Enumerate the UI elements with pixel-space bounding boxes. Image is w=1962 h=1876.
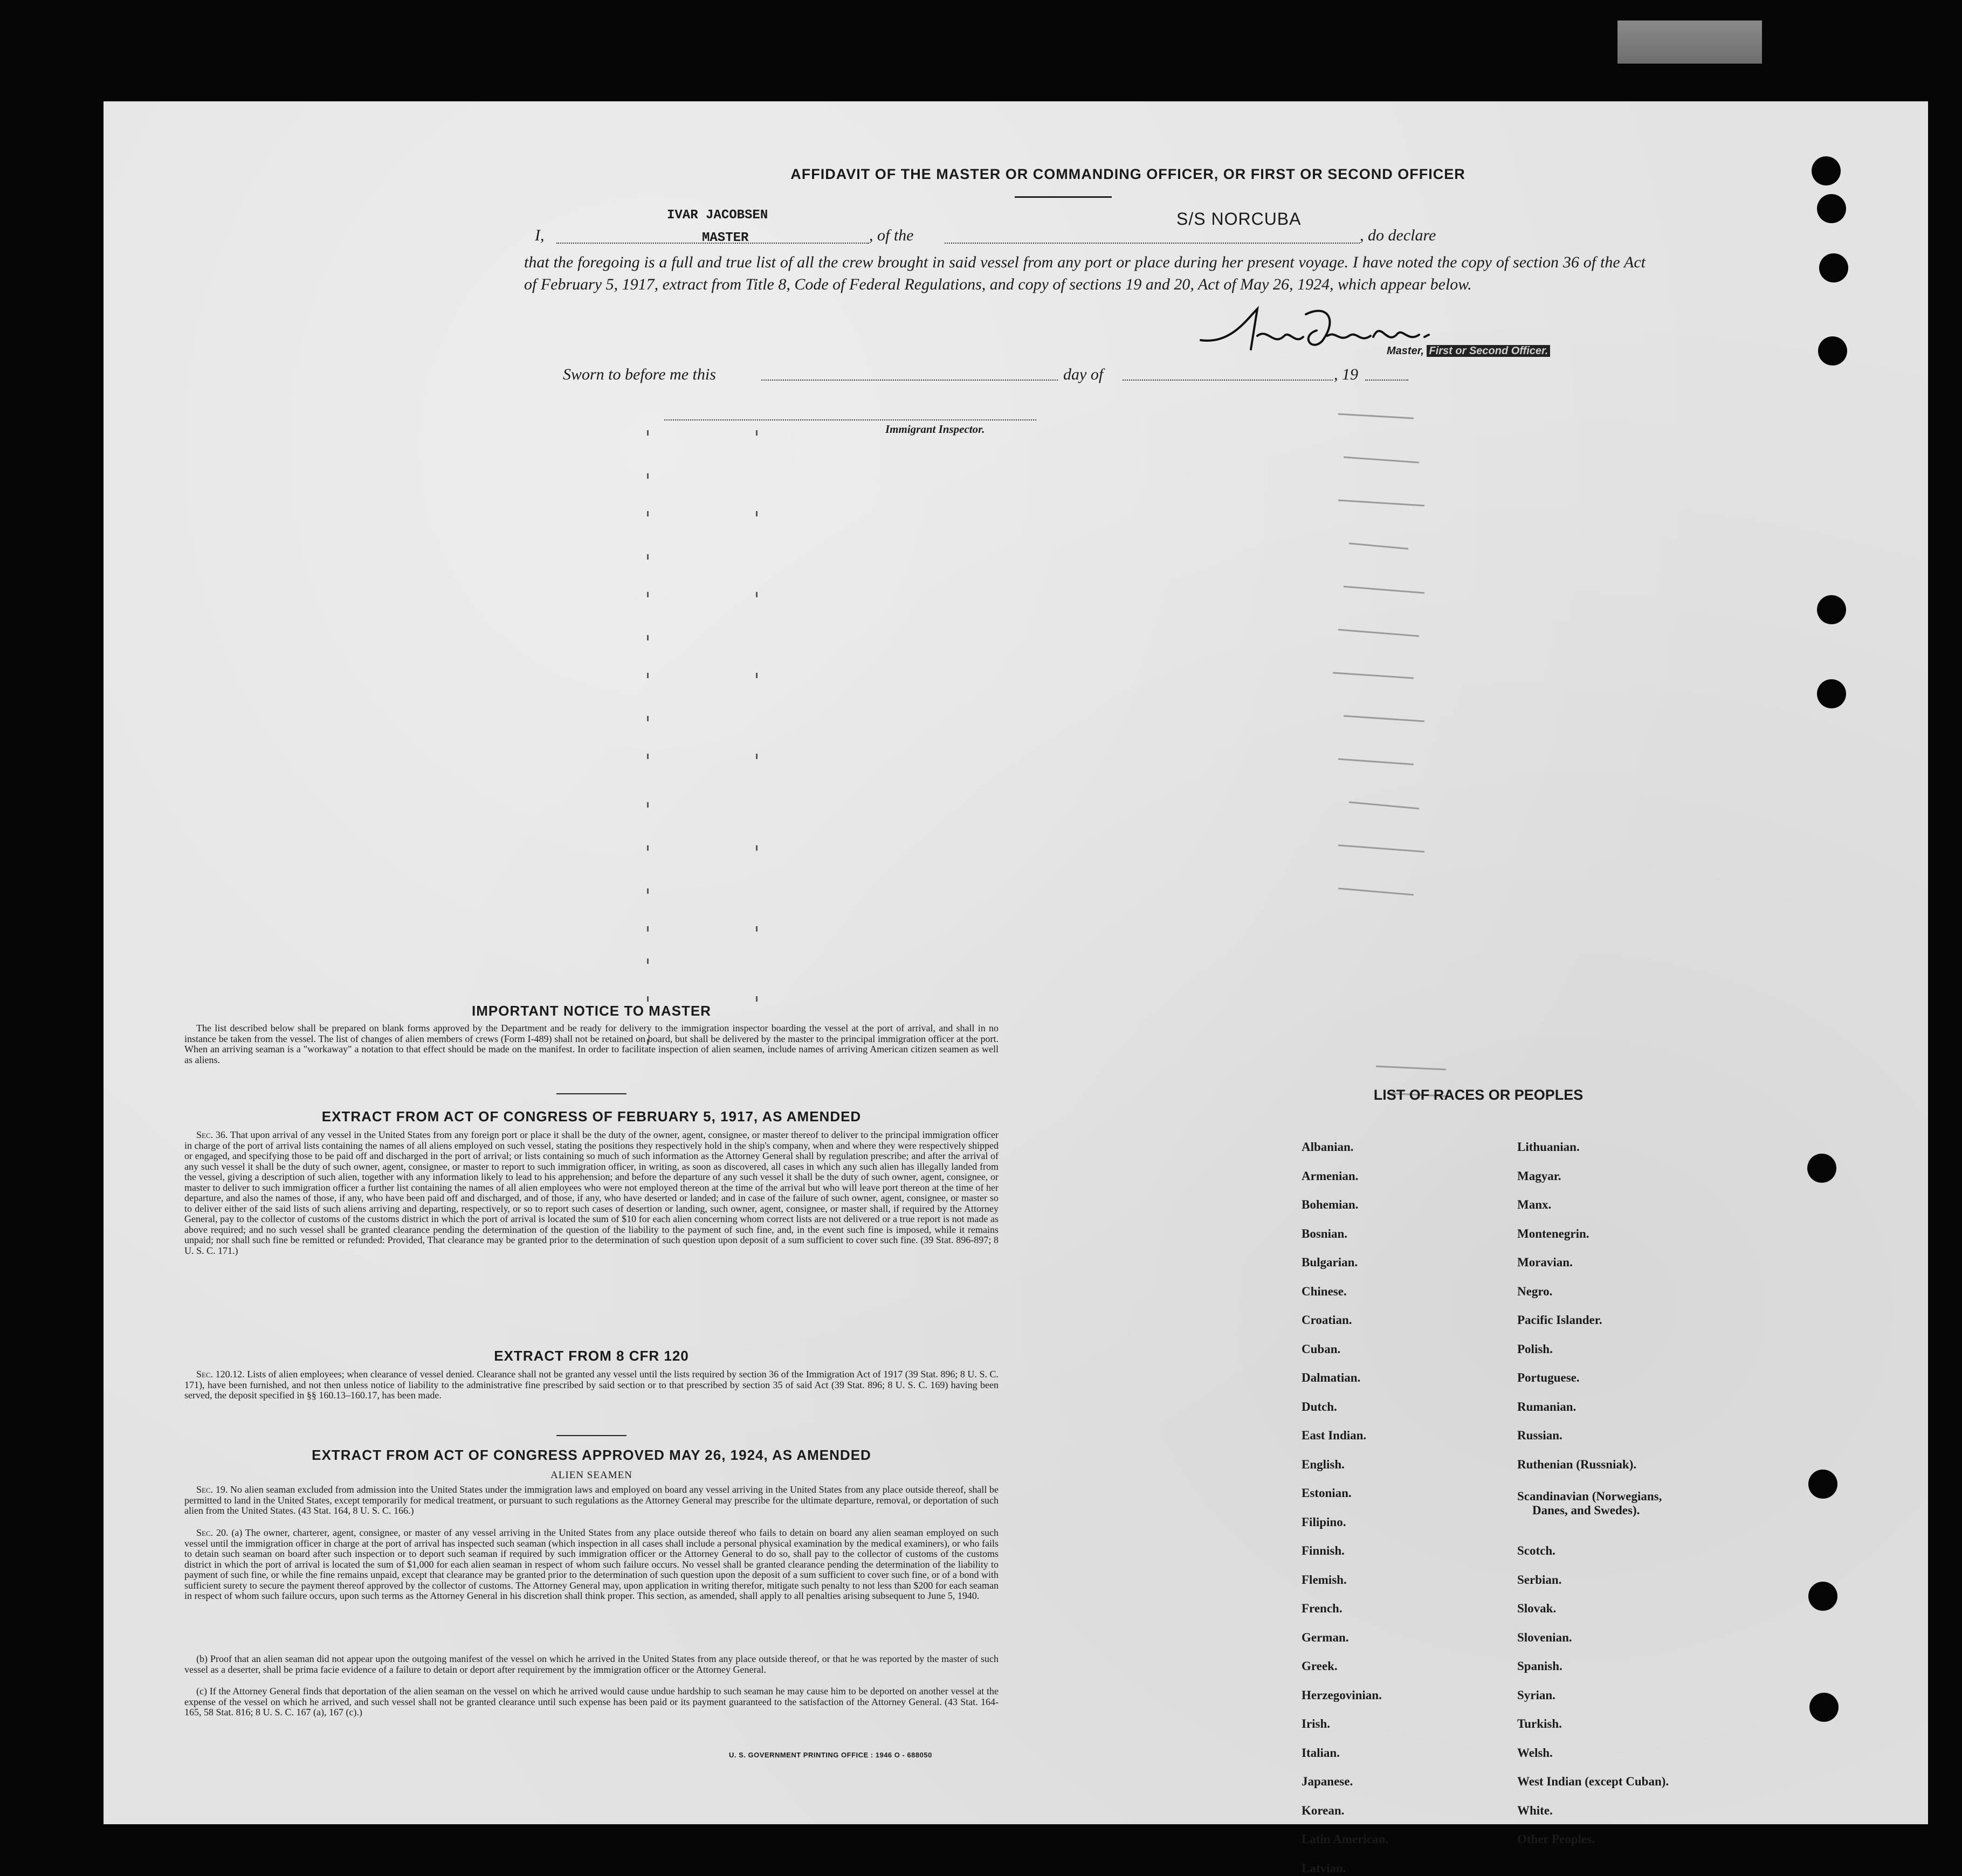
race-item: Rumanian. — [1517, 1399, 1577, 1413]
title-divider — [1015, 196, 1112, 198]
extract-cfr-body: Sec. 120.12. Lists of alien employees; when clearance of vessel denied. Clearance shall not be granted any vessel until the lists required by section 36 of the Immigration Act of 1917 (39 Stat. 896; 8 U. S. C. 171), have been furnished, and not then unless notice of liability to the administrative fine prescribed by said section or to that prescribed by section 35 of said Act (39 Stat. 896; 8 U. S. C. 169) having been served, the deposit specified in §§ 160.13–160.17, has been made. — [184, 1369, 999, 1401]
race-item: Armenian. — [1302, 1169, 1359, 1183]
race-item: Other Peoples. — [1517, 1832, 1595, 1846]
race-item: Dalmatian. — [1302, 1371, 1361, 1384]
race-item: Cuban. — [1302, 1342, 1341, 1356]
race-item: Russian. — [1517, 1429, 1562, 1442]
race-item: Korean. — [1302, 1803, 1345, 1817]
inspector-signature-line — [664, 419, 1036, 420]
punch-hole-icon — [1817, 595, 1846, 624]
vessel-line — [945, 243, 1360, 244]
race-item: Moravian. — [1517, 1256, 1573, 1269]
race-item: Greek. — [1302, 1659, 1338, 1673]
race-item: Filipino. — [1302, 1515, 1346, 1529]
name-line — [556, 243, 869, 244]
sworn-year-line — [1365, 380, 1408, 381]
race-item: Serbian. — [1517, 1572, 1562, 1587]
sworn-month-line — [1123, 380, 1333, 381]
signature-caption: Master, First or Second Officer. — [1387, 345, 1550, 357]
punch-hole-icon — [1818, 336, 1847, 365]
race-item: Estonian. — [1302, 1486, 1352, 1500]
race-item: Slovenian. — [1517, 1630, 1572, 1644]
race-item: East Indian. — [1302, 1429, 1367, 1442]
punch-hole-icon — [1809, 1693, 1839, 1722]
punch-hole-icon — [1807, 1154, 1836, 1183]
race-item: Flemish. — [1302, 1572, 1347, 1587]
race-item: White. — [1517, 1803, 1553, 1817]
affidavit-body: that the foregoing is a full and true list of all the crew brought in said vessel from any port or place during her present voyage. I have noted the copy of section 36 of the Act of February 5, 1917, extract from Title 8, Code of Federal Regulations, and copy of sections 19 and 20, Act of May 26, 1924, which appear below. — [524, 253, 1646, 293]
race-item: Latin American. — [1302, 1832, 1388, 1846]
extract-1924-sec20b: (b) Proof that an alien seaman did not appear upon the outgoing manifest of the vessel on which he arrived in the United States from any place outside thereof, or that he was reported by the master of such vessel as a deserter, shall be prima facie evidence of a failure to detain or deport after requirement by the immigration officer or the Attorney General. — [184, 1653, 999, 1675]
race-item: Lithuanian. — [1517, 1140, 1580, 1154]
races-title: LIST OF RACES OR PEOPLES — [1373, 1087, 1584, 1103]
race-item: English. — [1302, 1457, 1345, 1471]
race-item: Pacific Islander. — [1517, 1313, 1602, 1327]
punch-hole-icon — [1817, 194, 1846, 223]
race-item: Slovak. — [1517, 1602, 1557, 1615]
sworn-day-line — [761, 380, 1058, 381]
scanner-tab-artifact — [1617, 20, 1762, 64]
race-item: Italian. — [1302, 1746, 1340, 1760]
extract-1924-title: EXTRACT FROM ACT OF CONGRESS APPROVED MAY 26, 1924, AS AMENDED — [312, 1447, 871, 1463]
punch-hole-icon — [1808, 1470, 1837, 1499]
race-item: Turkish. — [1517, 1717, 1562, 1730]
notice-body: The list described below shall be prepared on blank forms approved by the Department and be ready for delivery to the immigration inspector boarding the vessel at the port of arrival, and shall in no instance be taken from the vessel. The list of changes of alien members of crews (Form I-489) shall not be retained on board, but shall be delivered by the master to the principal immigration officer at the port. When an arriving seaman is a "workaway" a notation to that effect should be made on the manifest. In order to facilitate inspection of alien seamen, include names of arriving American citizen seamen as well as aliens. — [184, 1023, 999, 1065]
race-item: Albanian. — [1302, 1140, 1354, 1154]
race-item: Syrian. — [1517, 1688, 1555, 1702]
race-item: Bulgarian. — [1302, 1256, 1358, 1269]
manifest-page — [104, 101, 1928, 1875]
race-item: Irish. — [1302, 1717, 1331, 1730]
race-item: West Indian (except Cuban). — [1517, 1775, 1669, 1788]
race-item: Negro. — [1517, 1284, 1553, 1298]
race-item: Scandinavian (Norwegians, — [1517, 1489, 1662, 1503]
do-declare-text: , do declare — [1360, 226, 1436, 244]
punch-hole-icon — [1819, 253, 1848, 282]
printing-office-footer: U. S. GOVERNMENT PRINTING OFFICE : 1946 O - 688050 — [729, 1751, 932, 1759]
race-item: Latvian. — [1302, 1861, 1346, 1875]
race-item: Ruthenian (Russniak). — [1517, 1457, 1637, 1471]
of-the-text: , of the — [869, 226, 914, 244]
race-item: Scotch. — [1517, 1544, 1555, 1557]
sworn-prefix: Sworn to before me this — [563, 365, 716, 383]
race-item: Japanese. — [1302, 1775, 1353, 1788]
race-item: Danes, and Swedes). — [1532, 1503, 1640, 1517]
extract-1924-subtitle: ALIEN SEAMEN — [550, 1470, 632, 1481]
extract-1917-body: Sec. 36. That upon arrival of any vessel in the United States from any foreign port or place it shall be the duty of the owner, agent, consignee, or master thereof to deliver to the principal immigration officer in charge of the port of arrival lists containing the names of all aliens employed on such vessel, stating the positions they respectively hold in the ship's company, when and where they were respectively shipped or engaged, and specifying those to be paid off and discharged in the port of arrival; or lists containing so much of such information as the Attorney General shall by regulation prescribe; and after the arrival of any such vessel it shall be the duty of such owner, agent, consignee, or master to report to such immigration officer, in writing, as soon as discovered, all cases in which any such alien has illegally landed from the vessel, giving a description of such alien, together with any information likely to lead to his apprehension; and before the departure of any such vessel it shall be the duty of such owner, agent, consignee, or master to deliver to such immigration officer a further list containing the names of all alien employees who were not employed thereon at the time of the arrival but who will leave port thereon at the time of her departure, and also the names of those, if any, who have been paid off and discharged, and of those, if any, who have deserted or landed; and in case of the failure of such owner, agent, consignee, or master so to deliver either of the said lists of such aliens arriving and departing, respectively, or so to report such cases of desertion or landing, such owner, agent, consignee, or master shall, if required by the Attorney General, pay to the collector of customs of the customs district in which the port of arrival is located the sum of $10 for each alien concerning whom correct lists are not delivered or a true report is not made as above required; and no such vessel shall be granted clearance pending the determination of the question of the liability to the payment of such fine, and, in the event such fine is imposed, while it remains unpaid; nor shall such fine be remitted or refunded: Provided, That clearance may be granted prior to the determination of such question upon deposit of a sum sufficient to cover such fine. (39 Stat. 896-897; 8 U. S. C. 171.) — [184, 1129, 999, 1256]
race-item: Herzegovinian. — [1302, 1688, 1382, 1702]
sworn-day-of: day of — [1063, 365, 1104, 383]
vessel-name: S/S NORCUBA — [1176, 209, 1302, 229]
race-item: Dutch. — [1302, 1399, 1337, 1413]
extract-1917-title: EXTRACT FROM ACT OF CONGRESS OF FEBRUARY 5, 1917, AS AMENDED — [321, 1108, 862, 1125]
cfr-divider — [556, 1435, 627, 1436]
race-item: Polish. — [1517, 1342, 1553, 1356]
extract-cfr-title: EXTRACT FROM 8 CFR 120 — [494, 1348, 689, 1364]
race-item: Spanish. — [1517, 1659, 1562, 1673]
race-item: Bosnian. — [1302, 1226, 1348, 1240]
punch-hole-icon — [1812, 156, 1841, 185]
race-item: German. — [1302, 1630, 1349, 1644]
race-item: Montenegrin. — [1517, 1226, 1589, 1240]
extract-1924-sec19: Sec. 19. No alien seaman excluded from admission into the United States under the immigration laws and employed on board any vessel arriving in the United States from any place outside thereof, shall be permitted to land in the United States, except temporarily for medical treatment, or pursuant to such regulations as the Attorney General may prescribe for the ultimate departure, removal, or deportation of such alien from the United States. (43 Stat. 164, 8 U. S. C. 166.) — [184, 1484, 999, 1516]
race-item: Manx. — [1517, 1198, 1552, 1211]
extract-1924-sec20c: (c) If the Attorney General finds that deportation of the alien seaman on the vessel on which he arrived would cause undue hardship to such seaman he may cause him to be deported on another vessel at the expense of the vessel on which he arrived, and such vessel shall not be granted clearance until such expense has been paid or its payment guaranteed to the satisfaction of the Attorney General. (43 Stat. 164-165, 58 Stat. 816; 8 U. S. C. 167 (a), 167 (c).) — [184, 1686, 999, 1718]
race-item: Portuguese. — [1517, 1371, 1580, 1384]
struck-out-title: First or Second Officer. — [1427, 345, 1550, 357]
sworn-year: , 19 — [1334, 365, 1358, 383]
race-item: French. — [1302, 1602, 1343, 1615]
inspector-label: Immigrant Inspector. — [885, 423, 985, 436]
master-rank: MASTER — [702, 231, 749, 245]
extract-1924-sec20a: Sec. 20. (a) The owner, charterer, agent, consignee, or master of any vessel arriving in the United States from any place outside thereof who fails to detain on board any alien seaman employed on such vessel until the immigration officer in charge at the port of arrival has inspected such seaman (which inspection in all cases shall include a personal physical examination by the medical examiners), or who fails to detain such seaman on board after such inspection or to deport such seaman if required by such immigration officer or the Attorney General to do so, shall pay to the collector of customs of the customs district in which the port of arrival is located the sum of $1,000 for each alien seaman in respect of whom such failure occurs. No vessel shall be granted clearance pending the determination of the liability to payment of such fine, or while the fine remains unpaid, except that clearance may be granted prior to the determination of such question upon the deposit of a sum sufficient to cover such fine, or of a bond with sufficient surety to secure the payment thereof approved by the collector of customs. The Attorney General may, upon application in writing therefor, mitigate such penalty to not less than $200 for each seaman in respect of whom such failure occurs, upon such terms as the Attorney General in his discretion shall think proper. This section, as amended, shall apply to all penalties arising subsequent to June 5, 1940. — [184, 1527, 999, 1601]
race-item: Chinese. — [1302, 1284, 1347, 1298]
race-item: Magyar. — [1517, 1169, 1561, 1183]
punch-hole-icon — [1808, 1582, 1837, 1611]
notice-divider — [556, 1093, 627, 1094]
master-name: IVAR JACOBSEN — [667, 208, 768, 223]
notice-title: IMPORTANT NOTICE TO MASTER — [472, 1003, 711, 1019]
race-item: Finnish. — [1302, 1544, 1345, 1557]
race-item: Welsh. — [1517, 1746, 1553, 1760]
race-item: Bohemian. — [1302, 1198, 1359, 1211]
punch-hole-icon — [1817, 679, 1846, 708]
affidavit-title: AFFIDAVIT OF THE MASTER OR COMMANDING OFFICER, OR FIRST OR SECOND OFFICER — [790, 166, 1465, 182]
declarant-prefix: I, — [535, 226, 545, 244]
race-item: Croatian. — [1302, 1313, 1352, 1327]
